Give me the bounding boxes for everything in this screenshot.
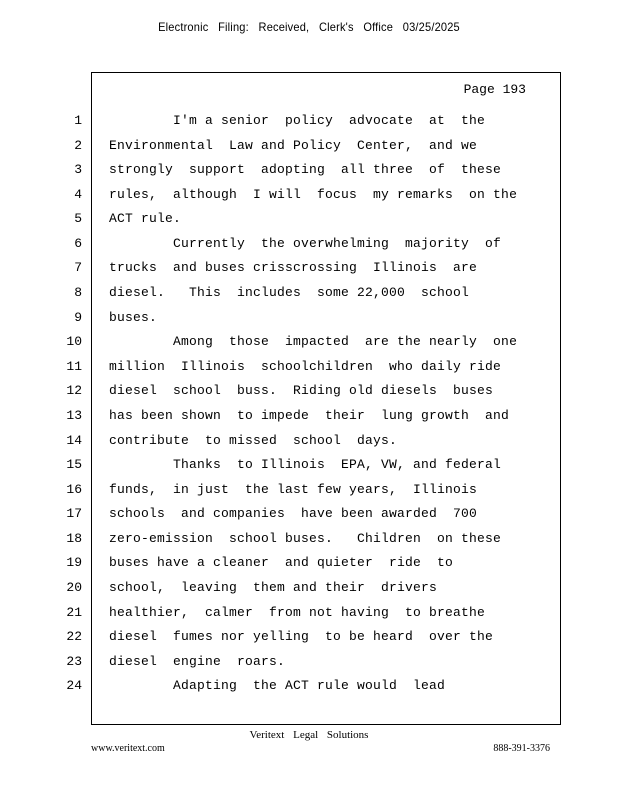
transcript-line [0,555,618,575]
line-text: diesel. This includes some 22,000 school [109,285,470,300]
line-number: 24 [66,678,82,693]
transcript-line [0,629,618,649]
line-text: diesel school buss. Riding old diesels buses [109,383,494,398]
line-text: strongly support adopting all three of these [109,162,502,177]
line-number: 13 [66,408,82,423]
footer-website: www.veritext.com [91,743,165,754]
line-text: zero-emission school buses. Children on these [109,531,502,546]
transcript-line [0,260,618,280]
transcript-line [0,236,618,256]
line-text: funds, in just the last few years, Illinois [109,482,478,497]
transcript-line [0,138,618,158]
line-number: 4 [74,187,82,202]
transcript-line [0,359,618,379]
line-text: contribute to missed school days. [109,433,398,448]
transcript-line [0,408,618,428]
transcript-line [0,580,618,600]
transcript-line [0,506,618,526]
line-text: diesel fumes nor yelling to be heard over the [109,629,494,644]
line-number: 19 [66,555,82,570]
transcript-line [0,433,618,453]
transcript-line [0,334,618,354]
transcript-line [0,605,618,625]
line-number: 8 [74,285,82,300]
line-number: 9 [74,310,82,325]
transcript-line [0,531,618,551]
page-number: Page 193 [463,82,526,97]
line-text: Currently the overwhelming majority of [109,236,502,251]
transcript-line [0,457,618,477]
line-text: million Illinois schoolchildren who daily ride [109,359,502,374]
line-text: buses. [109,310,158,325]
line-text: ACT rule. [109,211,182,226]
line-text: trucks and buses crisscrossing Illinois are [109,260,478,275]
line-number: 3 [74,162,82,177]
line-text: Thanks to Illinois EPA, VW, and federal [109,457,502,472]
line-number: 12 [66,383,82,398]
line-text: Adapting the ACT rule would lead [109,678,446,693]
filing-header: Electronic Filing: Received, Clerk's Office 03/25/2025 [158,20,460,34]
transcript-line [0,678,618,698]
transcript-line [0,383,618,403]
line-text: rules, although I will focus my remarks on the [109,187,518,202]
line-number: 22 [66,629,82,644]
transcript-line [0,187,618,207]
line-number: 16 [66,482,82,497]
line-number: 18 [66,531,82,546]
line-number: 17 [66,506,82,521]
transcript-line [0,285,618,305]
footer-company: Veritext Legal Solutions [249,729,369,741]
line-number: 23 [66,654,82,669]
line-text: I'm a senior policy advocate at the [109,113,486,128]
line-number: 15 [66,457,82,472]
line-number: 10 [66,334,82,349]
line-number: 14 [66,433,82,448]
line-text: healthier, calmer from not having to breathe [109,605,486,620]
transcript-line [0,211,618,231]
line-text: schools and companies have been awarded 700 [109,506,478,521]
line-number: 7 [74,260,82,275]
line-number: 2 [74,138,82,153]
transcript-line [0,482,618,502]
line-number: 5 [74,211,82,226]
line-text: buses have a cleaner and quieter ride to [109,555,454,570]
line-text: Among those impacted are the nearly one [109,334,518,349]
line-text: has been shown to impede their lung growth and [109,408,510,423]
line-number: 11 [66,359,82,374]
line-number: 6 [74,236,82,251]
line-number: 20 [66,580,82,595]
transcript-line [0,654,618,674]
line-text: Environmental Law and Policy Center, and we [109,138,478,153]
transcript-line [0,113,618,133]
line-number: 1 [74,113,82,128]
footer-phone: 888-391-3376 [493,743,550,754]
line-text: school, leaving them and their drivers [109,580,438,595]
line-number: 21 [66,605,82,620]
line-text: diesel engine roars. [109,654,286,669]
transcript-line [0,310,618,330]
transcript-line [0,162,618,182]
